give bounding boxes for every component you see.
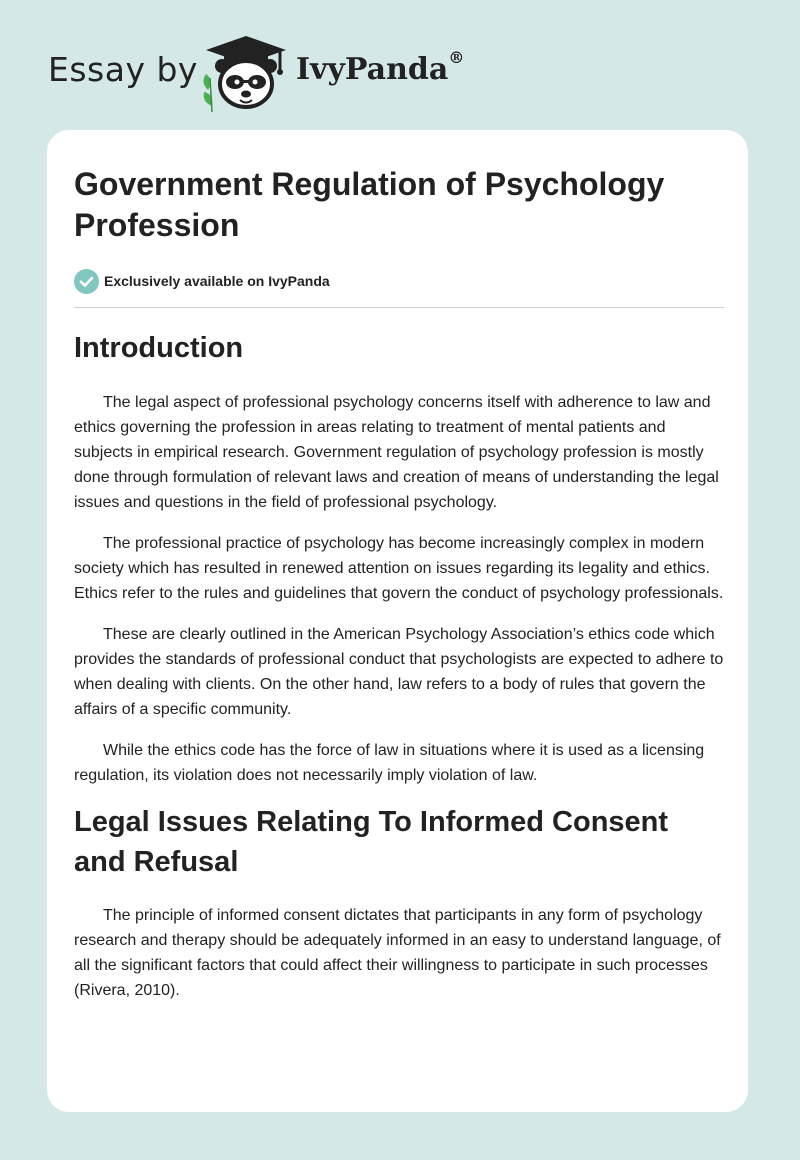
section-heading-introduction: Introduction	[74, 332, 244, 364]
panda-graduate-icon[interactable]	[198, 30, 294, 114]
paragraph: While the ethics code has the force of law in situations where it is used as a licensing regulation, its violation does not necessarily imply violation of law.	[74, 742, 705, 784]
essay-title: Government Regulation of Psychology Profession	[74, 166, 665, 243]
section-heading-legal-issues: Legal Issues Relating To Informed Consent and Refusal	[74, 806, 669, 878]
check-circle-icon	[74, 269, 99, 294]
brand-logo-text[interactable]	[296, 48, 465, 87]
registered-mark: ®	[448, 48, 465, 67]
paragraph: The principle of informed consent dictates that participants in any form of psychology research and therapy should be adequately informed in an easy to understand language, of all the significant factors that could affect their willingness to participate in such processes (Rivera, 2010).	[74, 907, 721, 999]
essay-by-label: Essay by	[48, 50, 198, 89]
site-header	[0, 0, 800, 130]
title-divider	[74, 307, 724, 308]
exclusive-badge	[74, 268, 724, 294]
paragraph: These are clearly outlined in the American Psychology Association’s ethics code which provides the standards of professional conduct that psychologists are expected to adhere to when dealing with clients. On the other hand, law refers to a body of rules that govern the affairs of a specific community.	[74, 626, 724, 718]
essay-card	[47, 130, 748, 1112]
paragraph: The legal aspect of professional psychology concerns itself with adherence to law and ethics governing the profession in areas relating to treatment of mental patients and subjects in empirical research. Government regulation of psychology profession is mostly done through formulation of relevant laws and creation of means of understanding the legal issues and questions in the field of professional psychology.	[74, 394, 719, 511]
essay-content	[74, 164, 724, 1003]
brand-name: IvyPanda	[296, 52, 449, 87]
badge-text: Exclusively available on IvyPanda	[104, 273, 330, 289]
paragraph: The professional practice of psychology has become increasingly complex in modern society which has resulted in renewed attention on issues regarding its legality and ethics. Ethics refer to the rules and guidelines that govern the conduct of psychology professionals.	[74, 535, 724, 602]
